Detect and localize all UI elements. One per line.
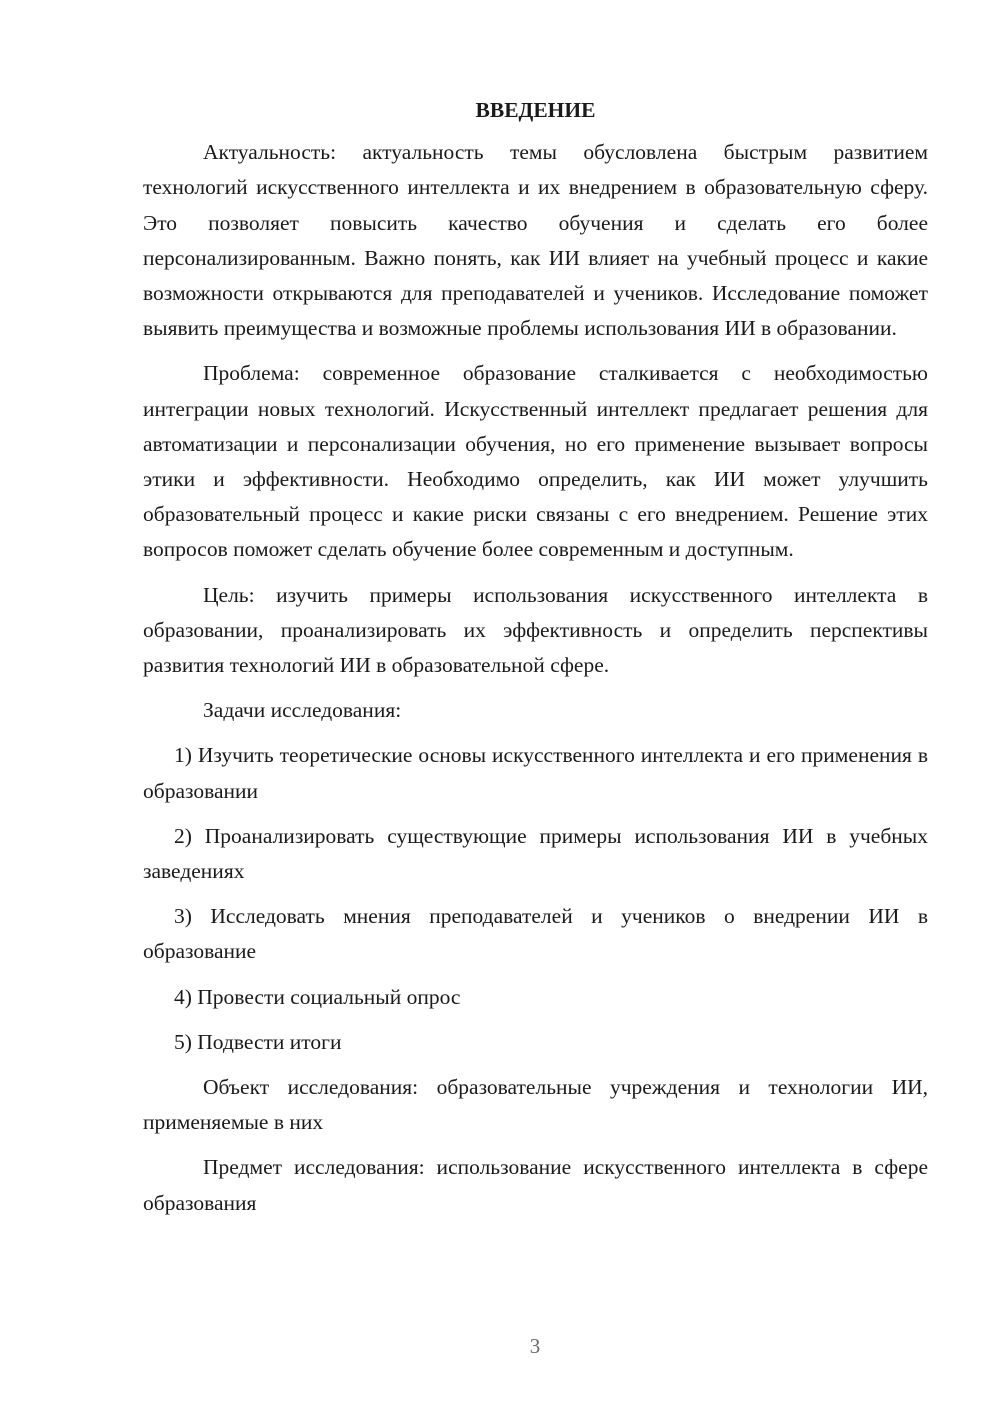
task-item-1: 1) Изучить теоретические основы искусственного интеллекта и его применения в образовании (143, 743, 928, 803)
paragraph-subject: Предмет исследования: использование искусственного интеллекта в сфере образования (143, 1155, 928, 1215)
section-heading: ВВЕДЕНИЕ (475, 98, 596, 122)
paragraph-object: Объект исследования: образовательные учреждения и технологии ИИ, применяемые в них (143, 1075, 928, 1135)
paragraph-goal: Цель: изучить примеры использования искусственного интеллекта в образовании, проанализировать их эффективность и определить перспективы развития технологий ИИ в образовательной сфере. (143, 582, 928, 678)
task-item-4: 4) Провести социальный опрос (174, 984, 461, 1009)
page-number: 3 (529, 1334, 541, 1358)
page-content (143, 93, 928, 1221)
task-item-3: 3) Исследовать мнения преподавателей и учеников о внедрении ИИ в образование (143, 904, 928, 964)
task-item-2: 2) Проанализировать существующие примеры использования ИИ в учебных заведениях (143, 823, 928, 884)
paragraph-relevance: Актуальность: актуальность темы обусловлена быстрым развитием технологий искусственного интеллекта и их внедрением в образовательную сферу. Это позволяет повысить качество обучения и сделать его более персонализированным. Важно понять, как ИИ влияет на учебный процесс и какие возможности открываются для преподавателей и учеников. Исследование поможет выявить преимущества и возможные проблемы использования ИИ в образовании. (143, 140, 928, 341)
paragraph-problem: Проблема: современное образование сталкивается с необходимостью интеграции новых технологий. Искусственный интеллект предлагает решения для автоматизации и персонализации обучения, но его применение вызывает вопросы этики и эффективности. Необходимо определить, как ИИ может улучшить образовательный процесс и какие риски связаны с его внедрением. Решение этих вопросов поможет сделать обучение более современным и доступным. (143, 361, 928, 562)
task-item-5: 5) Подвести итоги (174, 1029, 342, 1054)
tasks-title: Задачи исследования: (203, 698, 402, 723)
